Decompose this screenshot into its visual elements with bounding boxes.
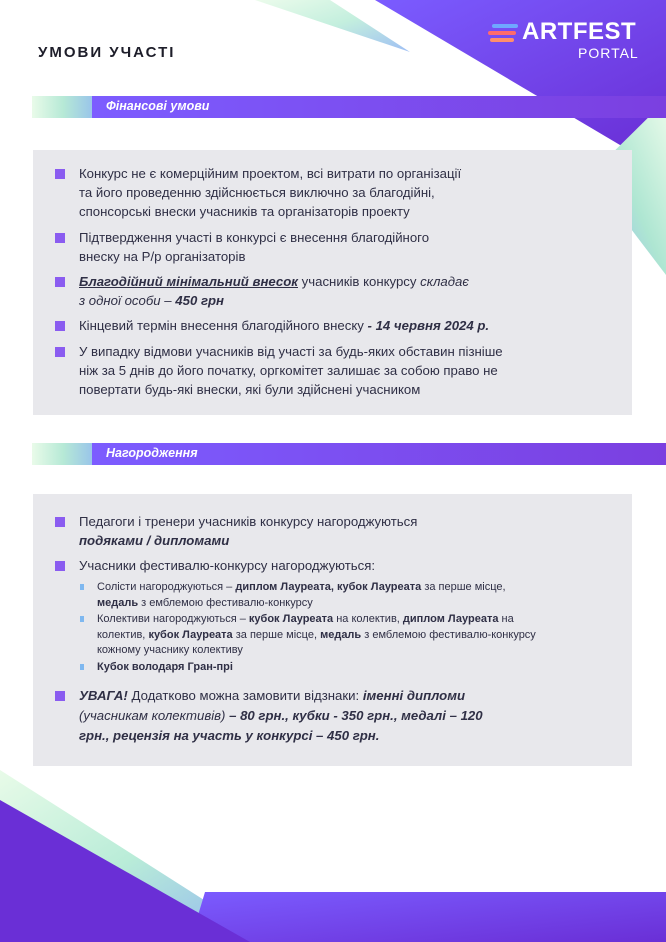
finance-terms-box — [33, 150, 632, 415]
artfest-logo[interactable] — [486, 20, 646, 64]
square-bullet-icon — [55, 169, 65, 179]
list-item: Педагоги і тренери учасників конкурсу нагороджуються подяками / дипломами — [33, 512, 593, 550]
square-bullet-icon — [55, 347, 65, 357]
sub-list-item: Кубок володаря Гран-прі — [33, 660, 593, 676]
sub-list-item: Солісти нагороджуються – диплом Лауреата, кубок Лауреата за перше місце, медаль з емблемою фестивалю-конкурсу — [33, 580, 593, 611]
list-item: Кінцевий термін внесення благодійного внеску - 14 червня 2024 р. — [33, 316, 593, 335]
list-item: Благодійний мінімальний внесок учасників конкурсу складає з одної особи – 450 грн — [33, 272, 593, 310]
list-item: Підтвердження участі в конкурсі є внесення благодійного внеску на Р/р організаторів — [33, 228, 593, 266]
sub-bullet-icon — [80, 664, 84, 670]
page-title: УМОВИ УЧАСТІ — [38, 44, 176, 61]
section-title: Нагородження — [106, 446, 198, 460]
square-bullet-icon — [55, 691, 65, 701]
sub-list-item: Колективи нагороджуються – кубок Лауреата на колектив, диплом Лауреата на колектив, кубок Лауреата за перше місце, медаль з емблемою фестивалю-конкурсу кожному учаснику колективу — [33, 612, 593, 659]
section-header-finance — [32, 96, 666, 118]
section-title: Фінансові умови — [106, 99, 210, 113]
sub-bullet-icon — [80, 616, 84, 622]
list-item: Конкурс не є комерційним проектом, всі витрати по організації та його проведенню здійснюється виключно за благодійні, спонсорські внески учасників та організаторів проекту — [33, 164, 593, 221]
square-bullet-icon — [55, 233, 65, 243]
logo-mark-icon — [488, 24, 518, 44]
square-bullet-icon — [55, 321, 65, 331]
square-bullet-icon — [55, 517, 65, 527]
logo-name: ARTFEST — [522, 18, 637, 45]
square-bullet-icon — [55, 561, 65, 571]
awards-box — [33, 494, 632, 766]
sub-bullet-icon — [80, 584, 84, 590]
notice-item: УВАГА! Додатково можна замовити відзнаки: іменні дипломи (учасникам колективів) – 80 грн., кубки - 350 грн., медалі – 120 грн., рецензія на участь у конкурсі – 450 грн. — [33, 686, 593, 746]
list-item: Учасники фестивалю-конкурсу нагороджуються: — [33, 556, 593, 575]
list-item: У випадку відмови учасників від участі за будь-яких обставин пізніше ніж за 5 днів до його початку, оргкомітет залишає за собою право не повертати будь-які внески, які були здійснені учасником — [33, 342, 593, 399]
logo-subtitle: PORTAL — [578, 45, 639, 61]
square-bullet-icon — [55, 277, 65, 287]
section-header-awards — [32, 443, 666, 465]
